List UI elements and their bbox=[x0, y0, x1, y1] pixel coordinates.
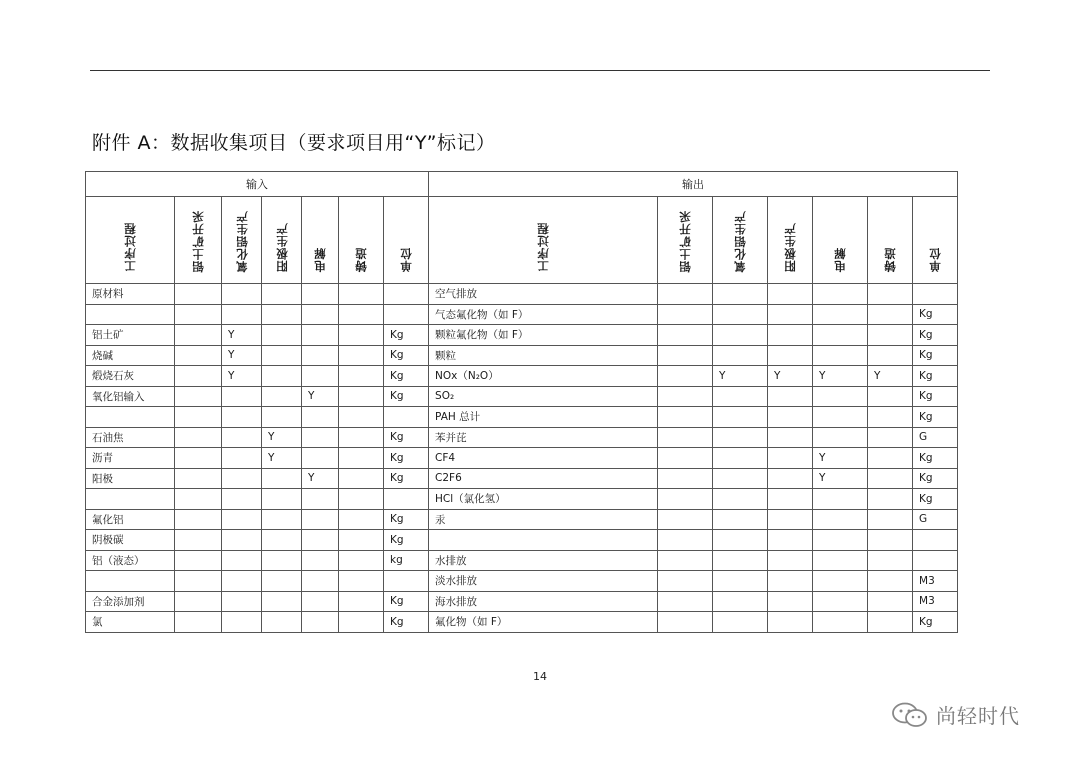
output-cell-casting bbox=[868, 284, 913, 305]
output-cell-casting bbox=[868, 407, 913, 428]
output-cell-anode-production bbox=[768, 571, 813, 592]
input-cell-bauxite-mining bbox=[175, 571, 222, 592]
input-cell-casting bbox=[339, 427, 384, 448]
column-header-label: 氧化铝生产 bbox=[733, 209, 748, 272]
output-cell-casting bbox=[868, 448, 913, 469]
output-cell-anode-production bbox=[768, 407, 813, 428]
output-cell-unit: G bbox=[913, 509, 958, 530]
output-cell-anode-production bbox=[768, 509, 813, 530]
output-cell-process: C2F6 bbox=[429, 468, 658, 489]
input-cell-anode-production bbox=[262, 284, 302, 305]
input-header-anode-production bbox=[262, 197, 302, 284]
output-cell-unit: Kg bbox=[913, 468, 958, 489]
output-cell-electrolysis bbox=[813, 345, 868, 366]
output-header-electrolysis bbox=[813, 197, 868, 284]
output-cell-unit: Kg bbox=[913, 386, 958, 407]
table-row bbox=[86, 468, 958, 489]
input-cell-alumina-production: Y bbox=[222, 325, 262, 346]
input-cell-casting bbox=[339, 591, 384, 612]
input-cell-process: 氟化铝 bbox=[86, 509, 175, 530]
input-cell-bauxite-mining bbox=[175, 509, 222, 530]
input-cell-anode-production bbox=[262, 489, 302, 510]
input-cell-anode-production bbox=[262, 325, 302, 346]
output-cell-electrolysis: Y bbox=[813, 468, 868, 489]
input-cell-process: 氯 bbox=[86, 612, 175, 633]
output-cell-alumina-production bbox=[713, 345, 768, 366]
output-cell-unit: Kg bbox=[913, 407, 958, 428]
column-header-label: 电解 bbox=[833, 247, 848, 272]
output-cell-bauxite-mining bbox=[658, 284, 713, 305]
input-cell-bauxite-mining bbox=[175, 448, 222, 469]
input-cell-unit: Kg bbox=[384, 468, 429, 489]
input-cell-anode-production: Y bbox=[262, 448, 302, 469]
output-cell-bauxite-mining bbox=[658, 345, 713, 366]
input-cell-electrolysis bbox=[302, 571, 339, 592]
input-cell-unit: Kg bbox=[384, 509, 429, 530]
input-cell-process: 原材料 bbox=[86, 284, 175, 305]
input-cell-process: 烧碱 bbox=[86, 345, 175, 366]
input-cell-electrolysis bbox=[302, 407, 339, 428]
table-row bbox=[86, 284, 958, 305]
input-cell-unit bbox=[384, 571, 429, 592]
column-header-label: 阳极生产 bbox=[274, 222, 289, 272]
input-cell-unit: Kg bbox=[384, 386, 429, 407]
output-cell-casting bbox=[868, 386, 913, 407]
input-cell-unit: Kg bbox=[384, 612, 429, 633]
input-cell-anode-production bbox=[262, 407, 302, 428]
input-cell-electrolysis bbox=[302, 304, 339, 325]
output-cell-process: 淡水排放 bbox=[429, 571, 658, 592]
output-cell-bauxite-mining bbox=[658, 530, 713, 551]
output-cell-process: CF4 bbox=[429, 448, 658, 469]
output-cell-alumina-production bbox=[713, 448, 768, 469]
input-cell-anode-production bbox=[262, 591, 302, 612]
input-cell-process: 铝土矿 bbox=[86, 325, 175, 346]
input-cell-process: 合金添加剂 bbox=[86, 591, 175, 612]
output-cell-anode-production bbox=[768, 325, 813, 346]
output-cell-process: 颗粒 bbox=[429, 345, 658, 366]
input-cell-anode-production bbox=[262, 304, 302, 325]
input-cell-alumina-production bbox=[222, 550, 262, 571]
output-header-unit bbox=[913, 197, 958, 284]
input-cell-alumina-production bbox=[222, 468, 262, 489]
input-cell-alumina-production bbox=[222, 489, 262, 510]
input-cell-casting bbox=[339, 325, 384, 346]
input-cell-process bbox=[86, 304, 175, 325]
output-cell-unit: Kg bbox=[913, 612, 958, 633]
output-cell-unit bbox=[913, 550, 958, 571]
output-cell-process: 水排放 bbox=[429, 550, 658, 571]
output-cell-electrolysis bbox=[813, 509, 868, 530]
output-cell-anode-production bbox=[768, 468, 813, 489]
output-cell-bauxite-mining bbox=[658, 489, 713, 510]
output-cell-alumina-production bbox=[713, 509, 768, 530]
input-cell-bauxite-mining bbox=[175, 612, 222, 633]
input-cell-anode-production bbox=[262, 386, 302, 407]
input-cell-electrolysis: Y bbox=[302, 386, 339, 407]
input-cell-casting bbox=[339, 550, 384, 571]
input-cell-casting bbox=[339, 386, 384, 407]
data-collection-table bbox=[85, 171, 958, 633]
table-row bbox=[86, 325, 958, 346]
column-header-label: 氧化铝生产 bbox=[234, 209, 249, 272]
output-cell-bauxite-mining bbox=[658, 509, 713, 530]
output-cell-process: SO₂ bbox=[429, 386, 658, 407]
output-cell-alumina-production bbox=[713, 591, 768, 612]
input-cell-electrolysis bbox=[302, 284, 339, 305]
input-cell-anode-production bbox=[262, 530, 302, 551]
input-cell-bauxite-mining bbox=[175, 530, 222, 551]
output-cell-unit: Kg bbox=[913, 345, 958, 366]
output-cell-bauxite-mining bbox=[658, 591, 713, 612]
output-cell-alumina-production bbox=[713, 284, 768, 305]
output-cell-alumina-production bbox=[713, 386, 768, 407]
output-cell-anode-production bbox=[768, 448, 813, 469]
table-row bbox=[86, 386, 958, 407]
output-cell-casting bbox=[868, 325, 913, 346]
input-cell-anode-production bbox=[262, 366, 302, 387]
table-row bbox=[86, 530, 958, 551]
output-cell-process: 空气排放 bbox=[429, 284, 658, 305]
output-cell-process: 氟化物（如 F） bbox=[429, 612, 658, 633]
document-title: 附件 A：数据收集项目（要求项目用“Y”标记） bbox=[92, 132, 496, 154]
output-header-anode-production bbox=[768, 197, 813, 284]
input-cell-casting bbox=[339, 571, 384, 592]
output-cell-electrolysis bbox=[813, 407, 868, 428]
top-rule bbox=[90, 70, 990, 71]
output-cell-bauxite-mining bbox=[658, 550, 713, 571]
output-cell-unit bbox=[913, 530, 958, 551]
output-cell-bauxite-mining bbox=[658, 325, 713, 346]
input-cell-unit: Kg bbox=[384, 345, 429, 366]
output-cell-unit: M3 bbox=[913, 591, 958, 612]
output-cell-alumina-production bbox=[713, 325, 768, 346]
input-header-bauxite-mining bbox=[175, 197, 222, 284]
input-cell-electrolysis bbox=[302, 530, 339, 551]
output-cell-unit: Kg bbox=[913, 489, 958, 510]
column-header-label: 单位 bbox=[928, 247, 943, 272]
input-cell-alumina-production: Y bbox=[222, 366, 262, 387]
output-cell-anode-production bbox=[768, 489, 813, 510]
input-cell-bauxite-mining bbox=[175, 407, 222, 428]
input-cell-casting bbox=[339, 366, 384, 387]
output-cell-bauxite-mining bbox=[658, 386, 713, 407]
input-cell-alumina-production bbox=[222, 509, 262, 530]
input-cell-bauxite-mining bbox=[175, 468, 222, 489]
input-cell-unit: kg bbox=[384, 550, 429, 571]
table-row bbox=[86, 407, 958, 428]
input-cell-unit bbox=[384, 284, 429, 305]
output-cell-casting bbox=[868, 591, 913, 612]
output-cell-electrolysis bbox=[813, 591, 868, 612]
output-cell-process: PAH 总计 bbox=[429, 407, 658, 428]
watermark-text: 尚轻时代 bbox=[936, 704, 1020, 728]
input-cell-casting bbox=[339, 284, 384, 305]
input-cell-casting bbox=[339, 489, 384, 510]
output-cell-anode-production bbox=[768, 386, 813, 407]
input-cell-bauxite-mining bbox=[175, 366, 222, 387]
input-cell-unit bbox=[384, 304, 429, 325]
input-cell-alumina-production bbox=[222, 530, 262, 551]
watermark bbox=[890, 700, 1020, 729]
output-cell-process: 海水排放 bbox=[429, 591, 658, 612]
input-cell-anode-production bbox=[262, 571, 302, 592]
column-header-label: 电解 bbox=[313, 247, 327, 272]
input-cell-anode-production: Y bbox=[262, 427, 302, 448]
input-cell-alumina-production bbox=[222, 448, 262, 469]
table-row bbox=[86, 427, 958, 448]
output-cell-process: NOx（N₂O） bbox=[429, 366, 658, 387]
output-cell-casting bbox=[868, 550, 913, 571]
input-cell-alumina-production bbox=[222, 612, 262, 633]
input-cell-electrolysis bbox=[302, 448, 339, 469]
output-cell-bauxite-mining bbox=[658, 304, 713, 325]
table-row bbox=[86, 448, 958, 469]
table-row bbox=[86, 550, 958, 571]
input-cell-unit: Kg bbox=[384, 591, 429, 612]
input-group-header: 输入 bbox=[86, 172, 429, 197]
output-cell-electrolysis bbox=[813, 612, 868, 633]
output-cell-process: 苯并芘 bbox=[429, 427, 658, 448]
table-row bbox=[86, 345, 958, 366]
output-cell-alumina-production bbox=[713, 530, 768, 551]
table-row bbox=[86, 304, 958, 325]
input-cell-alumina-production: Y bbox=[222, 345, 262, 366]
output-cell-electrolysis bbox=[813, 489, 868, 510]
output-cell-casting bbox=[868, 530, 913, 551]
column-header-label: 阳极生产 bbox=[783, 222, 798, 272]
input-cell-anode-production bbox=[262, 550, 302, 571]
output-cell-alumina-production bbox=[713, 489, 768, 510]
output-cell-unit: Kg bbox=[913, 448, 958, 469]
output-cell-unit: Kg bbox=[913, 304, 958, 325]
input-header-unit bbox=[384, 197, 429, 284]
output-cell-alumina-production bbox=[713, 571, 768, 592]
output-cell-bauxite-mining bbox=[658, 366, 713, 387]
table-body bbox=[86, 284, 958, 633]
output-group-header: 输出 bbox=[429, 172, 958, 197]
input-cell-electrolysis bbox=[302, 427, 339, 448]
output-cell-alumina-production bbox=[713, 304, 768, 325]
input-header-process bbox=[86, 197, 175, 284]
input-cell-casting bbox=[339, 304, 384, 325]
output-cell-casting bbox=[868, 427, 913, 448]
input-header-electrolysis bbox=[302, 197, 339, 284]
output-cell-casting bbox=[868, 571, 913, 592]
output-cell-bauxite-mining bbox=[658, 448, 713, 469]
output-header-alumina-production bbox=[713, 197, 768, 284]
output-cell-process: 颗粒氟化物（如 F） bbox=[429, 325, 658, 346]
output-cell-electrolysis bbox=[813, 427, 868, 448]
input-cell-electrolysis bbox=[302, 509, 339, 530]
column-header-label: 铝土矿开采 bbox=[191, 209, 205, 272]
output-cell-alumina-production bbox=[713, 468, 768, 489]
table-row bbox=[86, 366, 958, 387]
input-cell-electrolysis bbox=[302, 612, 339, 633]
input-cell-process bbox=[86, 571, 175, 592]
output-cell-unit: Kg bbox=[913, 325, 958, 346]
input-cell-alumina-production bbox=[222, 571, 262, 592]
output-cell-alumina-production: Y bbox=[713, 366, 768, 387]
input-cell-electrolysis bbox=[302, 489, 339, 510]
input-cell-bauxite-mining bbox=[175, 550, 222, 571]
input-cell-electrolysis bbox=[302, 345, 339, 366]
input-header-alumina-production bbox=[222, 197, 262, 284]
page-number: 14 bbox=[533, 670, 547, 683]
output-cell-process bbox=[429, 530, 658, 551]
input-cell-process: 沥青 bbox=[86, 448, 175, 469]
input-cell-anode-production bbox=[262, 468, 302, 489]
output-cell-casting bbox=[868, 304, 913, 325]
output-cell-casting bbox=[868, 468, 913, 489]
input-cell-process: 氧化铝输入 bbox=[86, 386, 175, 407]
input-cell-electrolysis: Y bbox=[302, 468, 339, 489]
output-cell-alumina-production bbox=[713, 550, 768, 571]
output-cell-bauxite-mining bbox=[658, 571, 713, 592]
output-cell-electrolysis bbox=[813, 284, 868, 305]
output-cell-casting bbox=[868, 489, 913, 510]
input-cell-alumina-production bbox=[222, 591, 262, 612]
input-cell-casting bbox=[339, 509, 384, 530]
table-row bbox=[86, 612, 958, 633]
table-row bbox=[86, 591, 958, 612]
input-cell-anode-production bbox=[262, 612, 302, 633]
table-row bbox=[86, 571, 958, 592]
input-cell-process bbox=[86, 489, 175, 510]
input-cell-anode-production bbox=[262, 509, 302, 530]
input-cell-bauxite-mining bbox=[175, 284, 222, 305]
input-cell-unit bbox=[384, 489, 429, 510]
output-cell-bauxite-mining bbox=[658, 468, 713, 489]
output-header-process bbox=[429, 197, 658, 284]
output-cell-casting bbox=[868, 345, 913, 366]
column-header-label: 单位 bbox=[399, 247, 414, 272]
output-cell-anode-production bbox=[768, 612, 813, 633]
output-cell-electrolysis bbox=[813, 571, 868, 592]
input-cell-casting bbox=[339, 530, 384, 551]
column-header-label: 工序过程 bbox=[536, 222, 551, 272]
input-cell-process: 阴极碳 bbox=[86, 530, 175, 551]
output-cell-electrolysis bbox=[813, 325, 868, 346]
input-header-casting bbox=[339, 197, 384, 284]
output-cell-electrolysis bbox=[813, 550, 868, 571]
output-cell-electrolysis: Y bbox=[813, 448, 868, 469]
output-cell-casting bbox=[868, 509, 913, 530]
output-cell-process: 汞 bbox=[429, 509, 658, 530]
input-cell-anode-production bbox=[262, 345, 302, 366]
input-cell-casting bbox=[339, 468, 384, 489]
input-cell-bauxite-mining bbox=[175, 304, 222, 325]
output-cell-alumina-production bbox=[713, 427, 768, 448]
input-cell-unit: Kg bbox=[384, 366, 429, 387]
output-cell-process: HCl（氯化氢） bbox=[429, 489, 658, 510]
output-cell-unit: Kg bbox=[913, 366, 958, 387]
input-cell-casting bbox=[339, 612, 384, 633]
input-cell-bauxite-mining bbox=[175, 386, 222, 407]
output-cell-anode-production bbox=[768, 530, 813, 551]
input-cell-alumina-production bbox=[222, 284, 262, 305]
output-cell-anode-production bbox=[768, 284, 813, 305]
input-cell-alumina-production bbox=[222, 427, 262, 448]
input-cell-bauxite-mining bbox=[175, 345, 222, 366]
group-header-row bbox=[86, 172, 958, 197]
input-cell-bauxite-mining bbox=[175, 427, 222, 448]
input-cell-unit: Kg bbox=[384, 325, 429, 346]
input-cell-unit bbox=[384, 407, 429, 428]
output-cell-alumina-production bbox=[713, 612, 768, 633]
input-cell-electrolysis bbox=[302, 366, 339, 387]
input-cell-process: 煅烧石灰 bbox=[86, 366, 175, 387]
output-header-bauxite-mining bbox=[658, 197, 713, 284]
output-cell-electrolysis bbox=[813, 386, 868, 407]
output-cell-anode-production: Y bbox=[768, 366, 813, 387]
table-row bbox=[86, 489, 958, 510]
table-row bbox=[86, 509, 958, 530]
output-cell-unit bbox=[913, 284, 958, 305]
column-header-label: 铸造 bbox=[883, 247, 898, 272]
output-cell-bauxite-mining bbox=[658, 407, 713, 428]
output-cell-casting: Y bbox=[868, 366, 913, 387]
input-cell-bauxite-mining bbox=[175, 489, 222, 510]
output-cell-anode-production bbox=[768, 550, 813, 571]
input-cell-electrolysis bbox=[302, 325, 339, 346]
input-cell-casting bbox=[339, 345, 384, 366]
output-cell-anode-production bbox=[768, 427, 813, 448]
input-cell-bauxite-mining bbox=[175, 591, 222, 612]
input-cell-electrolysis bbox=[302, 591, 339, 612]
input-cell-electrolysis bbox=[302, 550, 339, 571]
output-cell-unit: G bbox=[913, 427, 958, 448]
output-cell-anode-production bbox=[768, 345, 813, 366]
input-cell-unit: Kg bbox=[384, 530, 429, 551]
output-cell-electrolysis bbox=[813, 304, 868, 325]
output-cell-electrolysis bbox=[813, 530, 868, 551]
input-cell-bauxite-mining bbox=[175, 325, 222, 346]
output-cell-process: 气态氟化物（如 F） bbox=[429, 304, 658, 325]
input-cell-casting bbox=[339, 448, 384, 469]
wechat-icon bbox=[890, 701, 930, 729]
column-header-label: 铸造 bbox=[354, 247, 368, 272]
output-cell-electrolysis: Y bbox=[813, 366, 868, 387]
input-cell-alumina-production bbox=[222, 407, 262, 428]
output-cell-alumina-production bbox=[713, 407, 768, 428]
output-cell-unit: M3 bbox=[913, 571, 958, 592]
input-cell-alumina-production bbox=[222, 386, 262, 407]
output-cell-bauxite-mining bbox=[658, 427, 713, 448]
input-cell-process: 石油焦 bbox=[86, 427, 175, 448]
column-header-label: 工序过程 bbox=[123, 222, 137, 272]
output-cell-anode-production bbox=[768, 591, 813, 612]
input-cell-casting bbox=[339, 407, 384, 428]
column-header-row bbox=[86, 197, 958, 284]
input-cell-process bbox=[86, 407, 175, 428]
output-cell-bauxite-mining bbox=[658, 612, 713, 633]
input-cell-process: 铝（液态） bbox=[86, 550, 175, 571]
column-header-label: 铝土矿开采 bbox=[678, 209, 693, 272]
output-cell-anode-production bbox=[768, 304, 813, 325]
input-cell-alumina-production bbox=[222, 304, 262, 325]
input-cell-process: 阳极 bbox=[86, 468, 175, 489]
input-cell-unit: Kg bbox=[384, 448, 429, 469]
input-cell-unit: Kg bbox=[384, 427, 429, 448]
output-header-casting bbox=[868, 197, 913, 284]
output-cell-casting bbox=[868, 612, 913, 633]
